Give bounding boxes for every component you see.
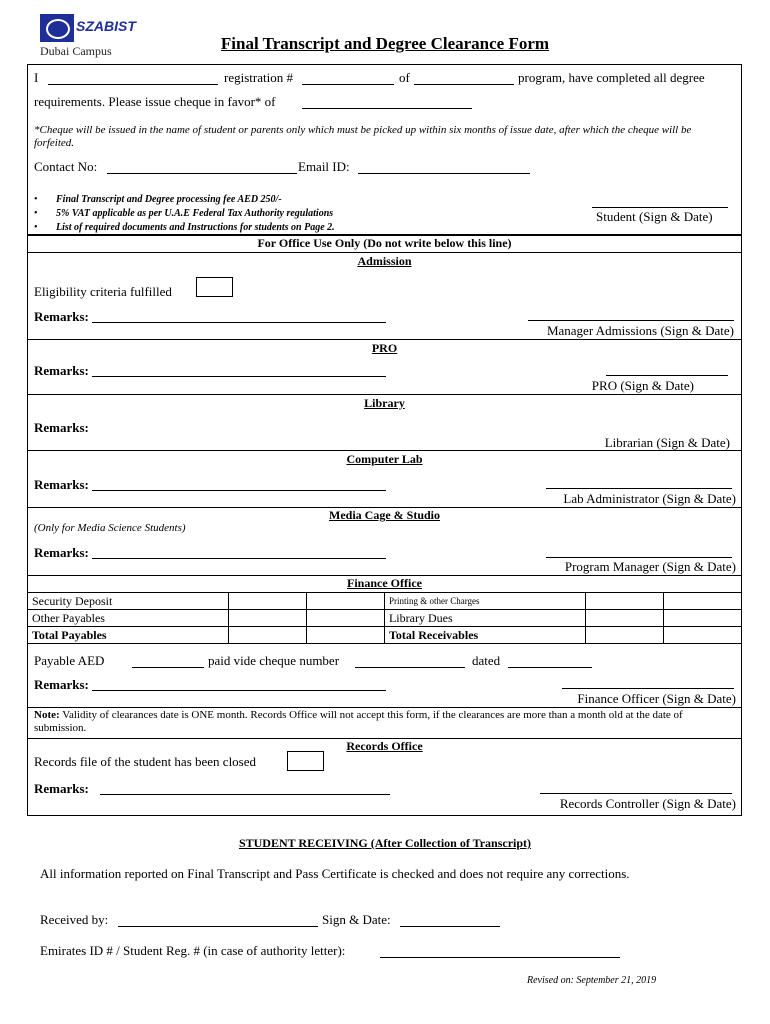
finance-cell: Printing & other Charges [384, 593, 585, 610]
finance-divider [27, 707, 742, 708]
records-sign-label: Records Controller (Sign & Date) [559, 796, 736, 811]
pro-sign-line[interactable] [606, 375, 728, 376]
finance-table [27, 592, 742, 644]
registration-field[interactable] [302, 84, 394, 85]
payable-amount-field[interactable] [132, 667, 204, 668]
admission-heading: Admission [357, 254, 412, 268]
media-remarks-field[interactable] [92, 558, 386, 559]
emirates-id-field[interactable] [380, 957, 620, 958]
media-sign-line[interactable] [546, 557, 732, 558]
receiving-statement: All information reported on Final Transcript and Pass Certificate is checked and does not require any corrections. [40, 866, 630, 881]
eligibility-label: Eligibility criteria fulfilled [34, 284, 172, 299]
dated-field[interactable] [508, 667, 592, 668]
pro-heading: PRO [371, 341, 398, 355]
finance-row [28, 627, 742, 644]
admission-remarks-label: Remarks: [34, 309, 89, 324]
intro-line2: requirements. Please issue cheque in favor* of [34, 94, 276, 109]
finance-cell: Library Dues [384, 610, 585, 627]
pro-sign-label: PRO (Sign & Date) [591, 378, 694, 393]
pro-divider [27, 394, 742, 395]
amount-cell[interactable] [229, 627, 307, 644]
admission-sign-line[interactable] [528, 320, 734, 321]
bullet-fee: • Final Transcript and Degree processing fee AED 250/- [56, 194, 282, 205]
email-label: Email ID: [298, 159, 350, 174]
validity-note-label: Note: [34, 709, 60, 721]
amount-cell[interactable] [586, 593, 664, 610]
lab-remarks-field[interactable] [92, 490, 386, 491]
media-heading: Media Cage & Studio [329, 508, 440, 522]
revised-date: Revised on: September 21, 2019 [527, 975, 657, 986]
name-field[interactable] [48, 84, 218, 85]
receiving-heading: STUDENT RECEIVING (After Collection of Transcript) [238, 836, 532, 850]
cheque-favor-field[interactable] [302, 108, 472, 109]
amount-cell[interactable] [307, 610, 385, 627]
contact-label: Contact No: [34, 159, 98, 174]
media-remarks-label: Remarks: [34, 545, 89, 560]
library-divider [27, 450, 742, 451]
email-field[interactable] [358, 173, 530, 174]
media-note: (Only for Media Science Students) [34, 522, 186, 534]
validity-note-text: Validity of clearances date is ONE month. Records Office will not accept this form, if the clearances are more than a month old at the date of submission. [34, 709, 683, 734]
library-sign-label: Librarian (Sign & Date) [604, 435, 730, 450]
validity-note [34, 709, 736, 735]
admission-divider [27, 339, 742, 340]
received-by-label: Received by: [40, 912, 109, 927]
finance-row [28, 610, 742, 627]
amount-cell[interactable] [664, 610, 742, 627]
records-closed-label: Records file of the student has been closed [34, 754, 257, 769]
finance-heading: Finance Office [347, 576, 422, 590]
finance-cell: Total Payables [28, 627, 229, 644]
pro-remarks-field[interactable] [92, 376, 386, 377]
amount-cell[interactable] [664, 593, 742, 610]
finance-cell: Other Payables [28, 610, 229, 627]
records-closed-checkbox[interactable] [287, 751, 324, 771]
contact-field[interactable] [107, 173, 297, 174]
finance-cell: Security Deposit [28, 593, 229, 610]
dated-label: dated [472, 653, 501, 668]
program-field[interactable] [414, 84, 514, 85]
amount-cell[interactable] [586, 610, 664, 627]
finance-row [28, 593, 742, 610]
library-remarks-label: Remarks: [34, 420, 89, 435]
records-heading: Records Office [346, 739, 423, 753]
lab-sign-label: Lab Administrator (Sign & Date) [563, 491, 736, 506]
program-label: program, have completed all degree [518, 70, 705, 85]
office-use-underline [27, 252, 742, 253]
intro-i-label: I [34, 70, 39, 85]
of-label: of [399, 70, 410, 85]
admission-sign-label: Manager Admissions (Sign & Date) [546, 323, 734, 338]
lab-sign-line[interactable] [546, 488, 732, 489]
office-use-heading: For Office Use Only (Do not write below this line) [257, 236, 512, 250]
finance-remarks-label: Remarks: [34, 677, 89, 692]
cheque-number-field[interactable] [355, 667, 465, 668]
amount-cell[interactable] [586, 627, 664, 644]
form-title: Final Transcript and Degree Clearance Form [220, 34, 550, 53]
records-remarks-field[interactable] [100, 794, 390, 795]
bullet-vat: • 5% VAT applicable as per U.A.E Federal Tax Authority regulations [56, 208, 333, 219]
amount-cell[interactable] [229, 610, 307, 627]
logo-name: SZABIST [76, 18, 136, 34]
payable-label: Payable AED [34, 653, 105, 668]
media-sign-label: Program Manager (Sign & Date) [564, 559, 736, 574]
amount-cell[interactable] [229, 593, 307, 610]
student-sign-line[interactable] [592, 207, 728, 208]
amount-cell[interactable] [307, 627, 385, 644]
finance-sign-line[interactable] [562, 688, 734, 689]
eligibility-checkbox[interactable] [196, 277, 233, 297]
received-by-field[interactable] [118, 926, 318, 927]
library-heading: Library [364, 396, 405, 410]
computer-lab-heading: Computer Lab [346, 452, 423, 466]
admission-remarks-field[interactable] [92, 322, 386, 323]
sign-date-label: Sign & Date: [322, 912, 391, 927]
amount-cell[interactable] [664, 627, 742, 644]
cheque-note: *Cheque will be issued in the name of student or parents only which must be picked up within six months of issue date, after which the cheque will be forfeited. [34, 124, 692, 149]
finance-cell: Total Receivables [384, 627, 585, 644]
records-remarks-label: Remarks: [34, 781, 89, 796]
records-sign-line[interactable] [540, 793, 732, 794]
emirates-id-label: Emirates ID # / Student Reg. # (in case of authority letter): [40, 943, 346, 958]
student-sign-label: Student (Sign & Date) [596, 209, 713, 224]
pro-remarks-label: Remarks: [34, 363, 89, 378]
finance-sign-label: Finance Officer (Sign & Date) [577, 691, 736, 706]
finance-remarks-field[interactable] [92, 690, 386, 691]
lab-remarks-label: Remarks: [34, 477, 89, 492]
amount-cell[interactable] [307, 593, 385, 610]
sign-date-field[interactable] [400, 926, 500, 927]
cheque-number-label: paid vide cheque number [208, 653, 340, 668]
registration-label: registration # [224, 70, 293, 85]
bullet-documents: • List of required documents and Instructions for students on Page 2. [56, 222, 335, 233]
logo-campus: Dubai Campus [40, 44, 112, 58]
